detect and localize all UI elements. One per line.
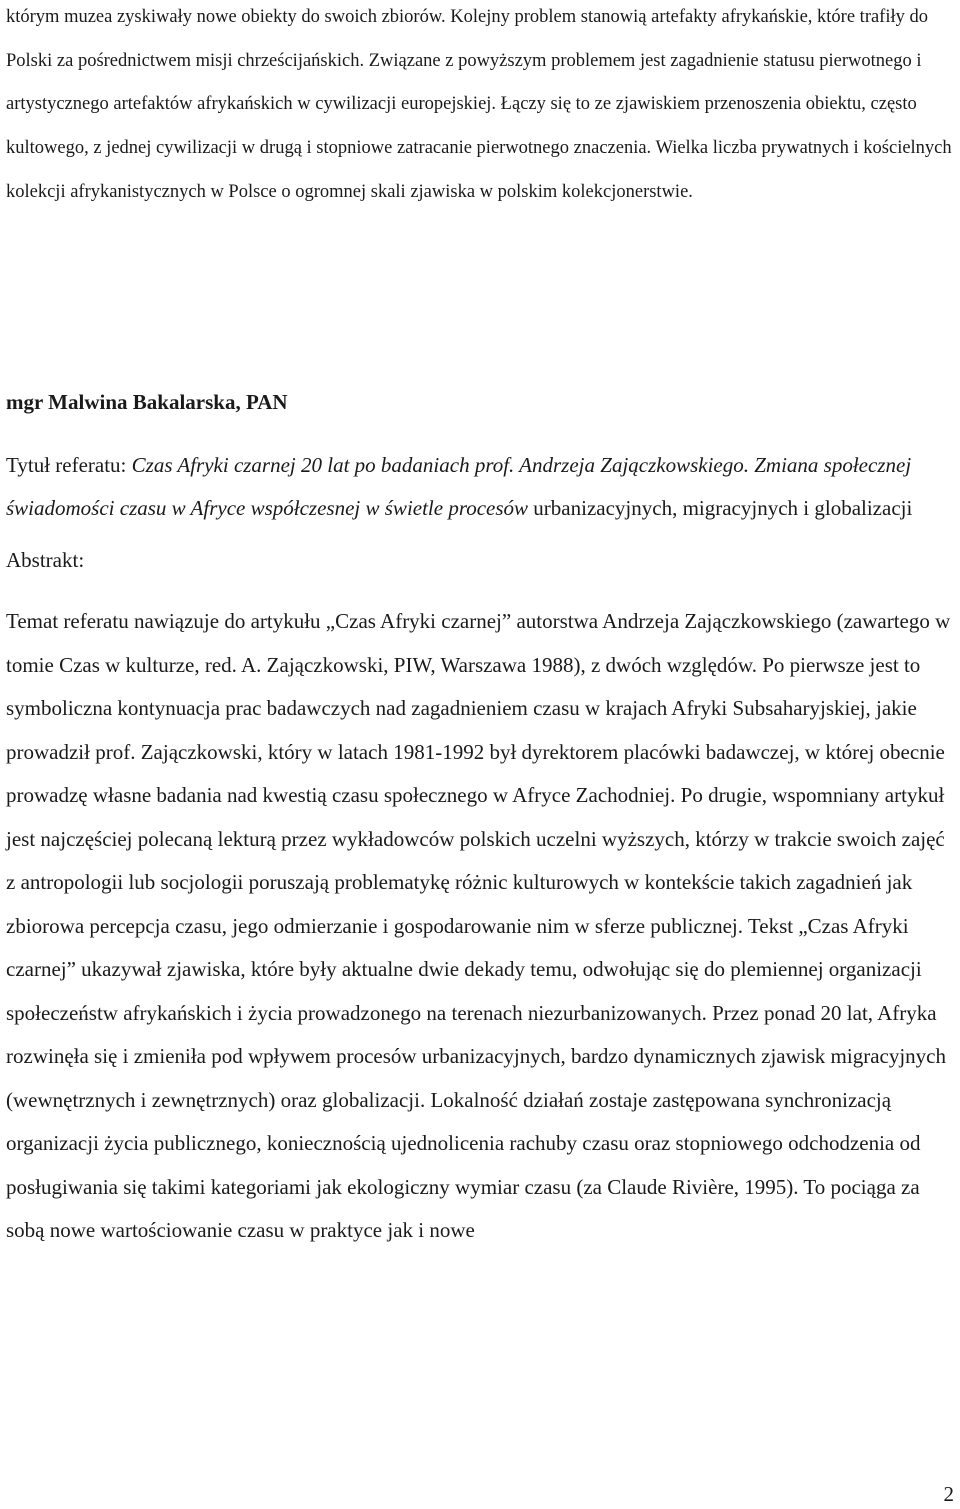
- page-number: 2: [943, 1482, 954, 1506]
- title-italic-part1: Czas Afryki czarnej 20 lat po badaniach prof. Andrzeja Zajączkowskiego.: [131, 453, 749, 477]
- title-italic-part2: Zmiana społecznej świadomości czasu w Afryce współczesnej w świetle procesów: [6, 453, 912, 520]
- title-label: Tytuł referatu:: [6, 453, 132, 477]
- paper-title: [6, 444, 954, 530]
- abstract-paragraph: Temat referatu nawiązuje do artykułu „Czas Afryki czarnej” autorstwa Andrzeja Zajączkowskiego (zawartego w tomie Czas w kulturze, red. A. Zajączkowski, PIW, Warszawa 1988), z dwóch względów. Po pierwsze jest to symboliczna kontynuacja prac badawczych nad zagadnieniem czasu w krajach Afryki Subsaharyjskiej, jakie prowadził prof. Zajączkowski, który w latach 1981-1992 był dyrektorem placówki badawczej, w której obecnie prowadzę własne badania nad kwestią czasu społecznego w Afryce Zachodniej. Po drugie, wspomniany artykuł jest najczęściej polecaną lekturą przez wykładowców polskich uczelni wyższych, którzy w trakcie swoich zajęć z antropologii lub socjologii poruszają problematykę różnic kulturowych w kontekście takich zagadnień jak zbiorowa percepcja czasu, jego odmierzanie i gospodarowanie nim w sferze publicznej. Tekst „Czas Afryki czarnej” ukazywał zjawiska, które były aktualne dwie dekady temu, odwołując się do plemiennej organizacji społeczeństw afrykańskich i życia prowadzonego na terenach niezurbanizowanych. Przez ponad 20 lat, Afryka rozwinęła się i zmieniła pod wpływem procesów urbanizacyjnych, bardzo dynamicznych zjawisk migracyjnych (wewnętrznych i zewnętrznych) oraz globalizacji. Lokalność działań zostaje zastępowana synchronizacją organizacji życia publicznego, koniecznością ujednolicenia rachuby czasu oraz stopniowego odchodzenia od posługiwania się takimi kategoriami jak ekologiczny wymiar czasu (za Claude Rivière, 1995). To pociąga za sobą nowe wartościowanie czasu w praktyce jak i nowe: [6, 609, 951, 1242]
- abstract-label: Abstrakt:: [6, 548, 85, 572]
- paper-block: [6, 444, 954, 1253]
- continuation-paragraph: którym muzea zyskiwały nowe obiekty do swoich zbiorów. Kolejny problem stanowią artefakty afrykańskie, które trafiły do Polski za pośrednictwem misji chrześcijańskich. Związane z powyższym problemem jest zagadnienie statusu pierwotnego i artystycznego artefaktów afrykańskich w cywilizacji europejskiej. Łączy się to ze zjawiskiem przenoszenia obiektu, często kultowego, z jednej cywilizacji w drugą i stopniowe zatracanie pierwotnego znaczenia. Wielka liczba prywatnych i kościelnych kolekcji afrykanistycznych w Polsce o ogromnej skali zjawiska w polskim kolekcjonerstwie.: [6, 7, 952, 202]
- author-heading: mgr Malwina Bakalarska, PAN: [6, 390, 288, 414]
- title-tail: urbanizacyjnych, migracyjnych i globalizacji: [533, 496, 913, 520]
- document-page: [6, 0, 954, 1242]
